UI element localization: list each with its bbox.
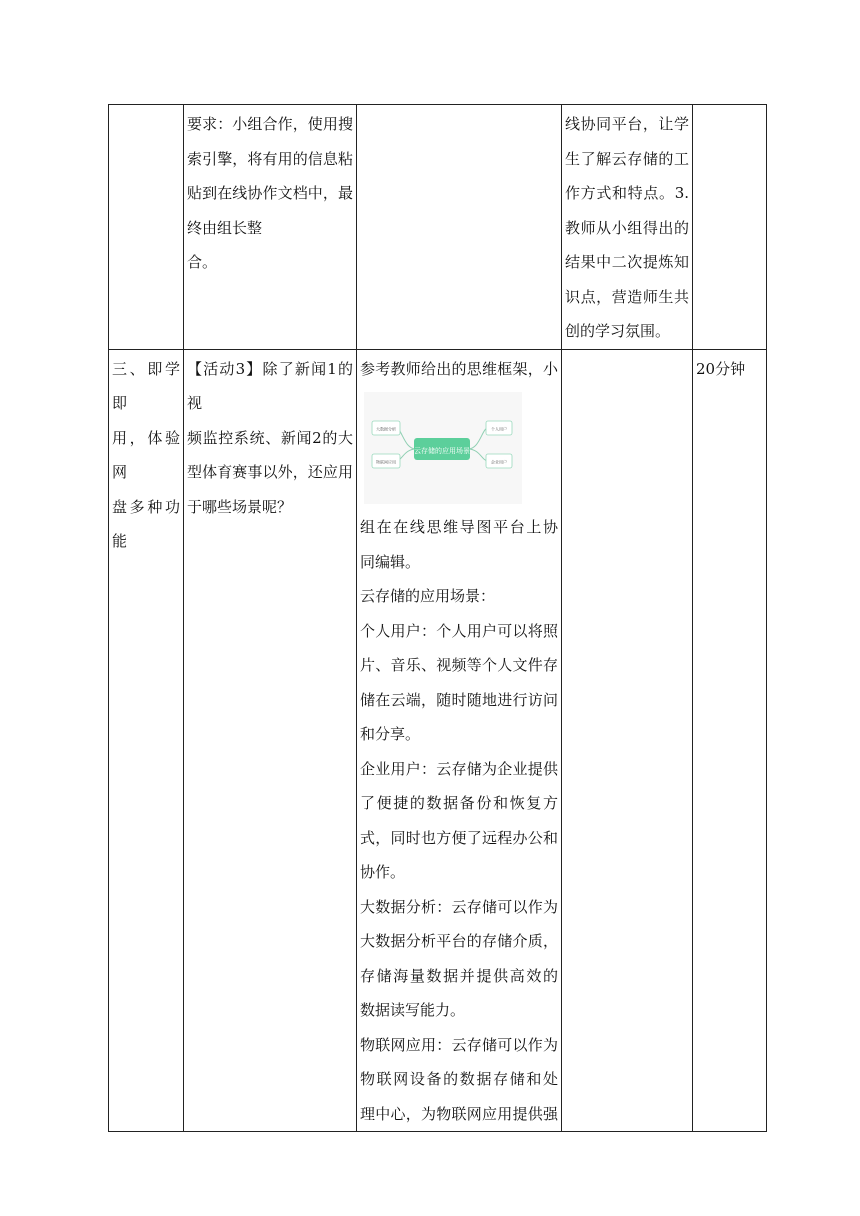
text-line: 型体育赛事以外，还应用 [187, 463, 353, 481]
text-line: 了便捷的数据备份和恢复方 [360, 794, 558, 812]
text-line: 片、音乐、视频等个人文件存 [360, 656, 558, 674]
text-line: 同编辑。 [360, 552, 421, 571]
text-line: 物联网设备的数据存储和处 [360, 1070, 558, 1088]
text-line: 存储海量数据并提供高效的 [360, 966, 558, 985]
text-line: 理中心，为物联网应用提供强 [360, 1104, 558, 1123]
text-line: 大数据分析平台的存储介质， [360, 932, 558, 950]
mindmap-image [364, 392, 522, 504]
text-line: 终由组长整 [187, 218, 263, 237]
text-line: 线协同平台，让学 [565, 115, 689, 133]
mindmap-node-label: 物联网应用 [376, 459, 396, 465]
requirement-cell [184, 105, 357, 350]
text-line: 大数据分析：云存储可以作为 [360, 897, 558, 916]
stage-cell [109, 349, 184, 1132]
text-line: 数据读写能力。 [360, 1001, 466, 1019]
text-line: 于哪些场景呢？ [187, 497, 293, 516]
lesson-plan-table [108, 104, 767, 1132]
text-line: 参考教师给出的思维框架，小 [360, 359, 558, 378]
mindmap-center-label: 云存储的应用场景 [414, 447, 470, 455]
stage-title-line: 三、即学即 [112, 359, 180, 412]
text-line: 创的学习氛围。 [565, 322, 671, 340]
mindmap-node-label: 企业用户 [491, 459, 507, 465]
stage-title-line: 能 [112, 532, 128, 550]
text-line: 结果中二次提炼知 [565, 253, 689, 271]
text-line: 式，同时也方便了远程办公和 [360, 828, 558, 847]
design-intent-cell [562, 349, 693, 1132]
text-line: 储在云端，随时随地进行访问 [360, 690, 558, 709]
mindmap-node-label: 大数据分析 [376, 426, 396, 432]
text-line: 频监控系统、新闻2的大 [187, 428, 353, 447]
table-row [109, 105, 767, 350]
text-line: 作方式和特点。3. [565, 184, 689, 202]
text-line: 索引擎，将有用的信息粘 [187, 149, 353, 168]
stage-title-line: 用，体验网 [112, 428, 180, 481]
text-line: 组在在线思维导图平台上协 [360, 518, 558, 536]
student-activity-cell [357, 105, 562, 350]
text-line: 物联网应用：云存储可以作为 [360, 1035, 558, 1054]
design-intent-cell [562, 105, 693, 350]
text-line: 协作。 [360, 863, 406, 881]
mindmap-node-label: 个人用户 [491, 426, 507, 432]
text-line: 企业用户：云存储为企业提供 [360, 759, 558, 778]
time-cell [693, 105, 767, 350]
text-line: 【活动3】除了新闻1的视 [187, 359, 353, 412]
text-line: 识点，营造师生共 [565, 287, 689, 306]
table-row [109, 349, 767, 1132]
text-line: 个人用户：个人用户可以将照 [360, 621, 558, 640]
text-line: 云存储的应用场景： [360, 587, 496, 605]
text-line: 生了解云存储的工 [565, 149, 689, 168]
time-cell [693, 349, 767, 1132]
teacher-activity-cell [184, 349, 357, 1132]
student-activity-cell [357, 349, 562, 1132]
text-line: 要求：小组合作，使用搜 [187, 115, 353, 133]
stage-cell [109, 105, 184, 350]
text-line: 贴到在线协作文档中，最 [187, 184, 353, 202]
duration-text: 20分钟 [696, 359, 746, 378]
text-line: 教师从小组得出的 [565, 218, 689, 237]
stage-title-line: 盘多种功 [112, 497, 180, 516]
text-line: 合。 [187, 253, 218, 271]
text-line: 和分享。 [360, 725, 421, 743]
